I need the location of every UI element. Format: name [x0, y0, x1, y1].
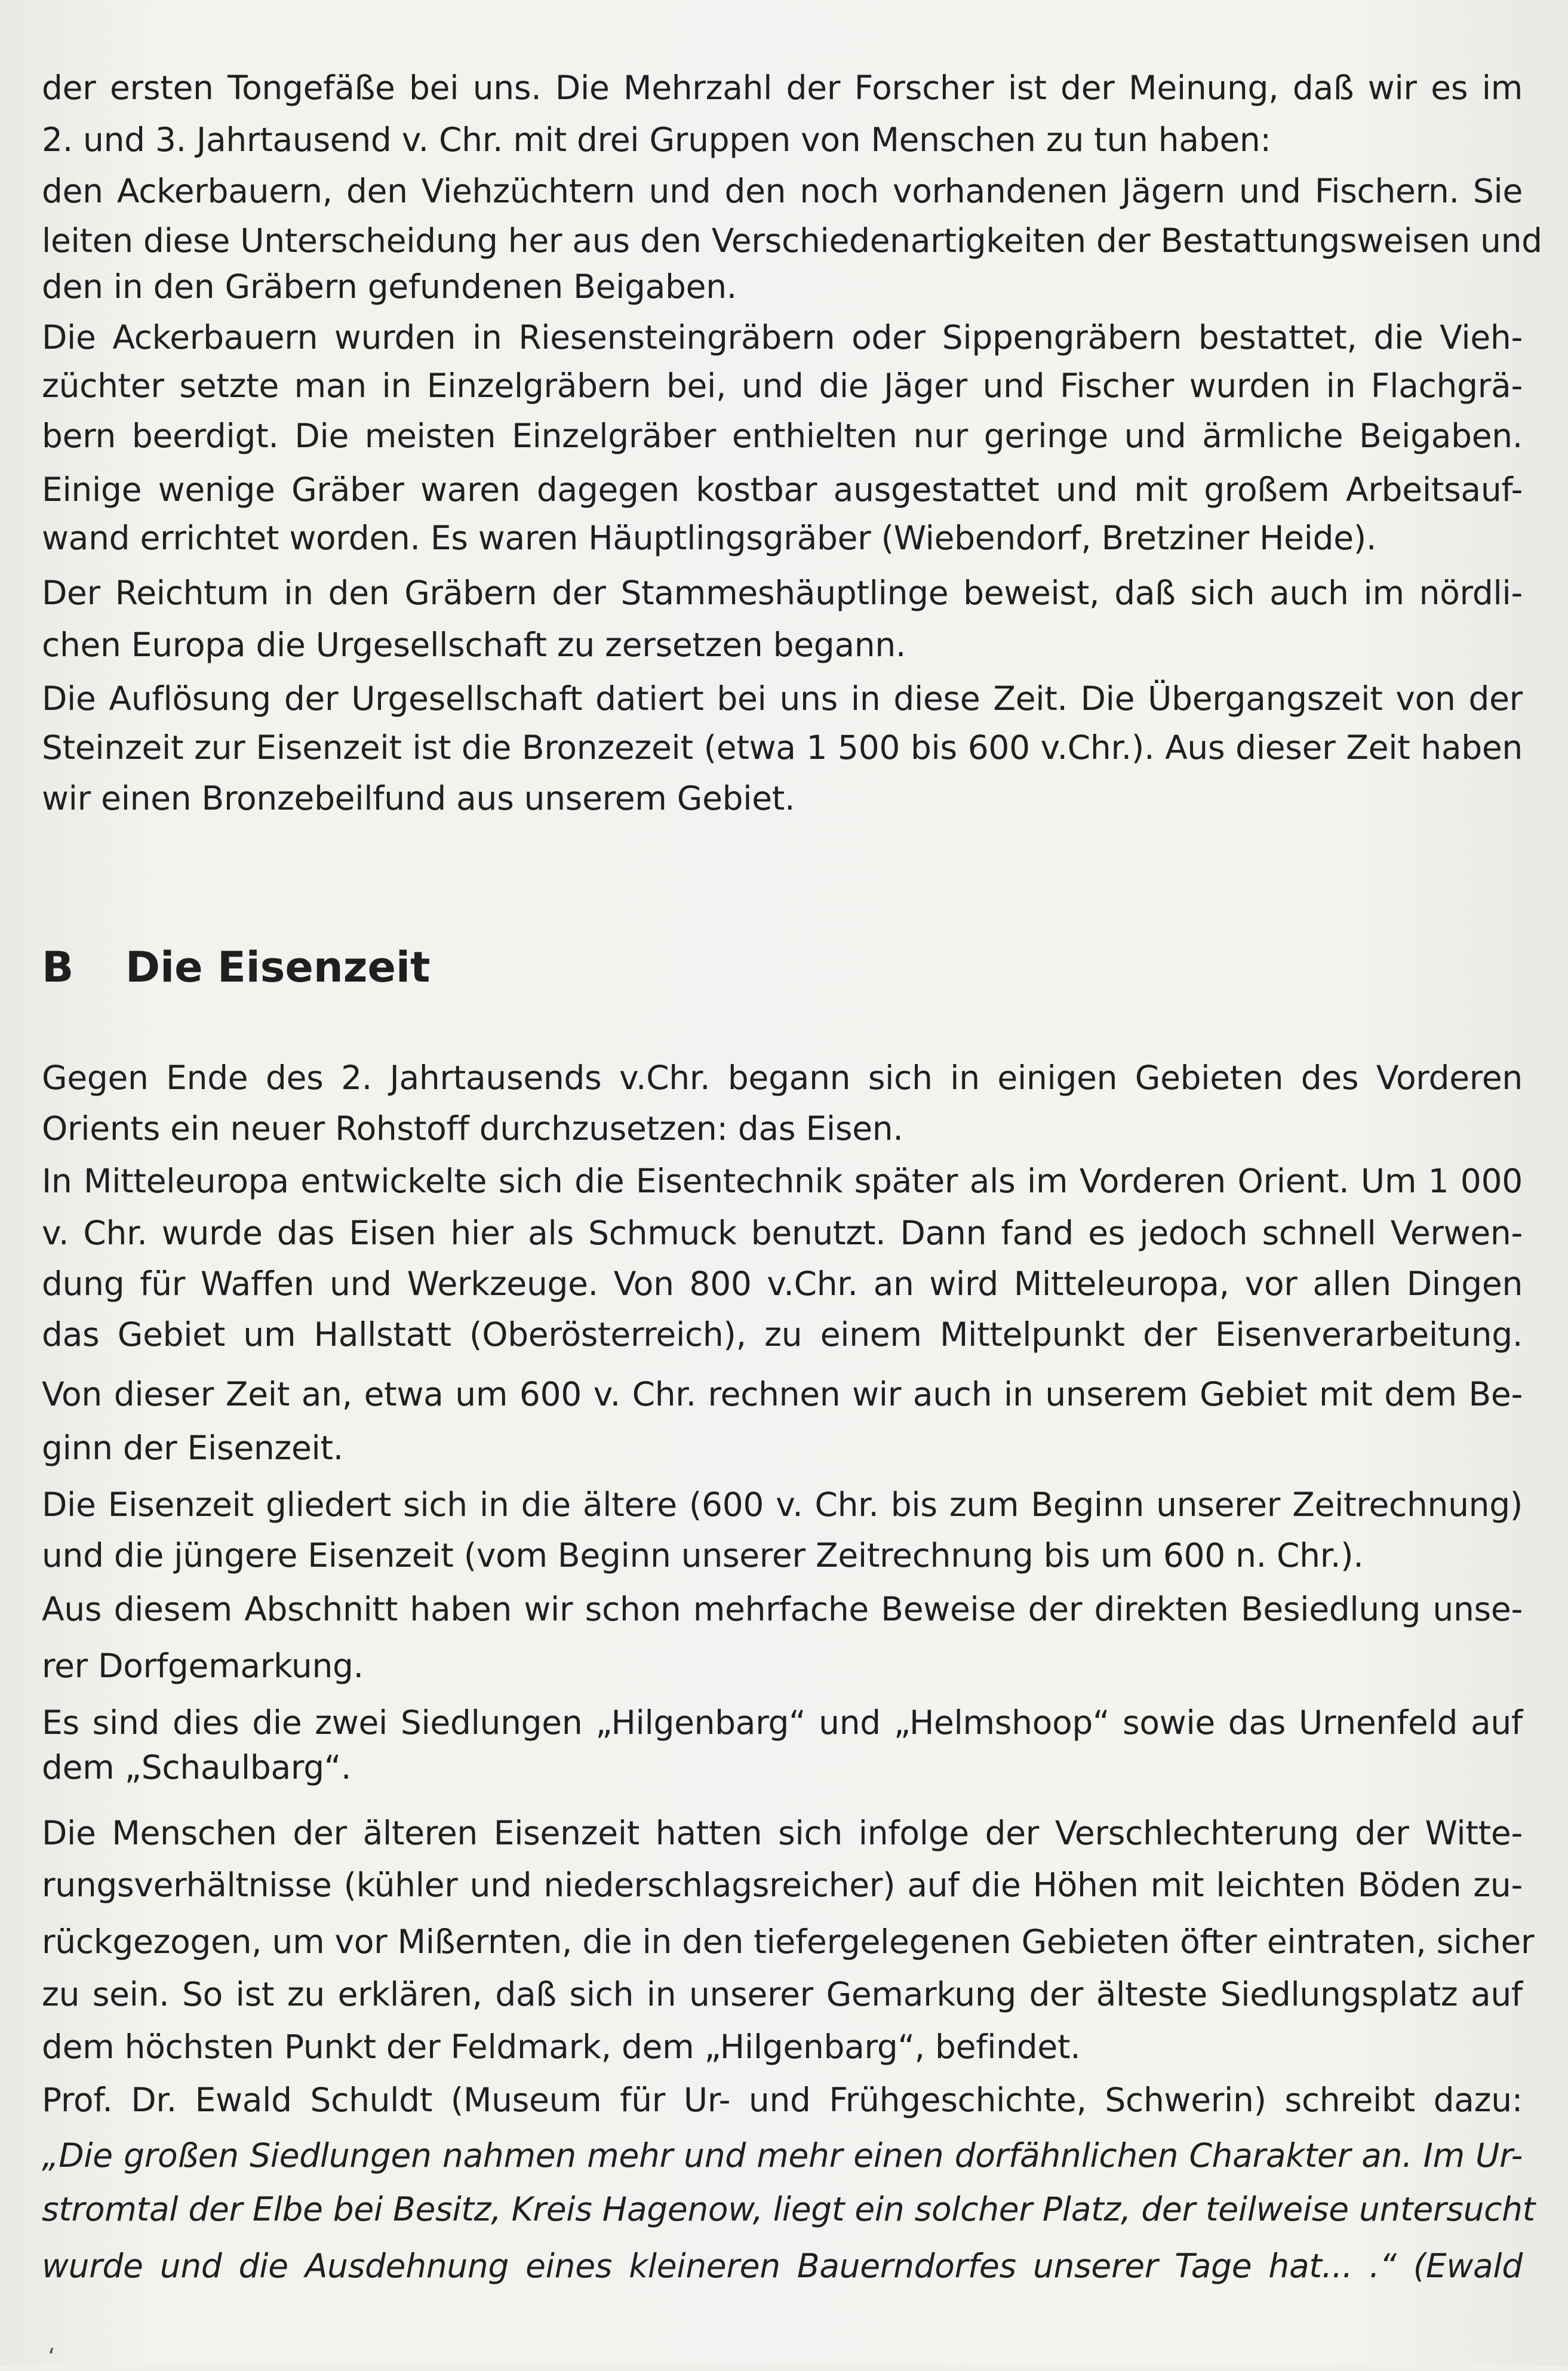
paragraph-line: züchter setzte man in Einzelgräbern bei, und die Jäger und Fischer wurden in Flachgrä-	[42, 367, 1523, 405]
paragraph-line: Die Ackerbauern wurden in Riesensteingräbern oder Sippengräbern bestattet, die Vieh-	[42, 318, 1523, 356]
paragraph-line: zu sein. So ist zu erklären, daß sich in unserer Gemarkung der älteste Siedlungsplatz auf	[42, 1975, 1523, 2013]
paragraph-line: Der Reichtum in den Gräbern der Stammeshäuptlinge beweist, daß sich auch im nördli-	[42, 574, 1523, 612]
paragraph-line: wir einen Bronzebeilfund aus unserem Gebiet.	[42, 779, 795, 817]
paragraph-line: ginn der Eisenzeit.	[42, 1429, 343, 1467]
paragraph-line: Die Eisenzeit gliedert sich in die ältere (600 v. Chr. bis zum Beginn unserer Zeitrechnung)	[42, 1486, 1523, 1524]
paragraph-line: Aus diesem Abschnitt haben wir schon mehrfache Beweise der direkten Besiedlung unse-	[42, 1590, 1523, 1628]
paragraph-line: rer Dorfgemarkung.	[42, 1647, 364, 1685]
paragraph-line: 2. und 3. Jahrtausend v. Chr. mit drei Gruppen von Menschen zu tun haben:	[42, 121, 1271, 159]
paragraph-line: chen Europa die Urgesellschaft zu zersetzen begann.	[42, 626, 906, 664]
paragraph-line: das Gebiet um Hallstatt (Oberösterreich), zu einem Mittelpunkt der Eisenverarbeitung.	[42, 1315, 1523, 1354]
paragraph-line: Es sind dies die zwei Siedlungen „Hilgenbarg“ und „Helmshoop“ sowie das Urnenfeld auf	[42, 1703, 1523, 1742]
section-title: Die Eisenzeit	[125, 943, 431, 992]
paragraph-line: rückgezogen, um vor Mißernten, die in den tiefergelegenen Gebieten öfter eintraten, sicher	[42, 1923, 1535, 1961]
paragraph-line: Prof. Dr. Ewald Schuldt (Museum für Ur- und Frühgeschichte, Schwerin) schreibt dazu:	[42, 2081, 1523, 2119]
paragraph-line: wand errichtet worden. Es waren Häuptlingsgräber (Wiebendorf, Bretziner Heide).	[42, 519, 1377, 557]
paragraph-line: dung für Waffen und Werkzeuge. Von 800 v.Chr. an wird Mitteleuropa, vor allen Dingen	[42, 1265, 1523, 1303]
quote-line: „Die großen Siedlungen nahmen mehr und mehr einen dorfähnlichen Charakter an. Im Ur-	[42, 2136, 1523, 2175]
paragraph-line: Von dieser Zeit an, etwa um 600 v. Chr. rechnen wir auch in unserem Gebiet mit dem Be-	[42, 1375, 1523, 1413]
paragraph-line: Orients ein neuer Rohstoff durchzusetzen: das Eisen.	[42, 1109, 903, 1148]
paragraph-line: Einige wenige Gräber waren dagegen kostbar ausgestattet und mit großem Arbeitsauf-	[42, 470, 1523, 509]
paragraph-line: den in den Gräbern gefundenen Beigaben.	[42, 267, 737, 306]
paragraph-line: v. Chr. wurde das Eisen hier als Schmuck benutzt. Dann fand es jedoch schnell Verwen-	[42, 1214, 1523, 1252]
paragraph-line: leiten diese Unterscheidung her aus den Verschiedenartigkeiten der Bestattungsweisen und	[42, 222, 1542, 260]
paragraph-line: dem höchsten Punkt der Feldmark, dem „Hilgenbarg“, befindet.	[42, 2028, 1081, 2066]
paragraph-line: und die jüngere Eisenzeit (vom Beginn unserer Zeitrechnung bis um 600 n. Chr.).	[42, 1536, 1364, 1574]
paragraph-line: rungsverhältnisse (kühler und niederschlagsreicher) auf die Höhen mit leichten Böden zu-	[42, 1866, 1523, 1904]
section-letter: B	[42, 943, 74, 992]
paragraph-line: der ersten Tongefäße bei uns. Die Mehrzahl der Forscher ist der Meinung, daß wir es im	[42, 69, 1523, 107]
quote-line: stromtal der Elbe bei Besitz, Kreis Hagenow, liegt ein solcher Platz, der teilweise untersucht	[42, 2190, 1535, 2228]
paragraph-line: Gegen Ende des 2. Jahrtausends v.Chr. begann sich in einigen Gebieten des Vorderen	[42, 1059, 1523, 1097]
paragraph-line: dem „Schaulbarg“.	[42, 1748, 352, 1786]
quote-line: wurde und die Ausdehnung eines kleineren Bauerndorfes unserer Tage hat... .“ (Ewald	[42, 2247, 1523, 2285]
paragraph-line: Die Menschen der älteren Eisenzeit hatten sich infolge der Verschlechterung der Witte-	[42, 1814, 1523, 1852]
scan-mark: ‘	[48, 2344, 56, 2371]
paragraph-line: Steinzeit zur Eisenzeit ist die Bronzezeit (etwa 1 500 bis 600 v.Chr.). Aus dieser Zeit haben	[42, 728, 1523, 767]
paragraph-line: bern beerdigt. Die meisten Einzelgräber enthielten nur geringe und ärmliche Beigaben.	[42, 417, 1523, 455]
paragraph-line: Die Auflösung der Urgesellschaft datiert bei uns in diese Zeit. Die Übergangszeit von der	[42, 679, 1523, 718]
paragraph-line: den Ackerbauern, den Viehzüchtern und den noch vorhandenen Jägern und Fischern. Sie	[42, 172, 1523, 210]
section-heading	[42, 934, 430, 1000]
paragraph-line: In Mitteleuropa entwickelte sich die Eisentechnik später als im Vorderen Orient. Um 1 000	[42, 1162, 1523, 1200]
